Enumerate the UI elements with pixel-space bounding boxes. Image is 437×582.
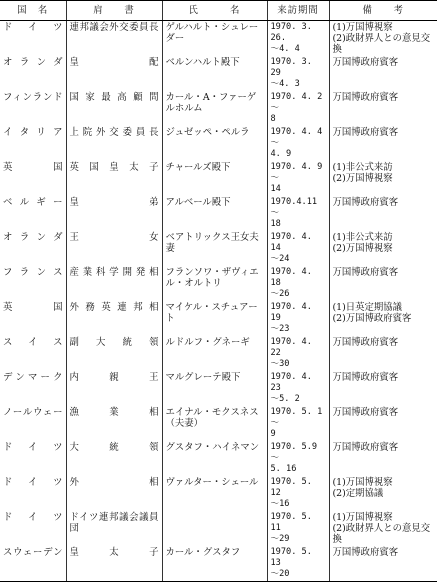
cell-period: 1970. 3. 29 ～4. 3 <box>267 56 329 91</box>
cell-title: 皇太子 <box>66 546 162 582</box>
cell-period: 1970. 4. 2～ 8 <box>267 91 329 126</box>
cell-remarks: 万国博政府賓客 <box>329 126 437 161</box>
cell-title: 王 女 <box>66 231 162 266</box>
cell-title: 英国皇太子 <box>66 161 162 196</box>
cell-name: ジュゼッペ・ペルラ <box>162 126 267 161</box>
table-row <box>0 546 437 582</box>
table-row <box>0 91 437 126</box>
cell-name: ゲルハルト・シュレーダー <box>162 21 267 57</box>
cell-name: フランソワ・ザヴィエル・オルトリ <box>162 266 267 301</box>
cell-period: 1970. 4. 9～ 14 <box>267 161 329 196</box>
table-row <box>0 56 437 91</box>
cell-period: 1970. 4. 14 ～24 <box>267 231 329 266</box>
cell-country: イタリア <box>3 127 63 138</box>
cell-country: デンマーク <box>3 372 63 383</box>
cell-country: ノールウェー <box>3 407 63 418</box>
cell-remarks: 万国博政府賓客 <box>329 266 437 301</box>
table-row <box>0 511 437 546</box>
table-row <box>0 406 437 441</box>
cell-name: アルベール殿下 <box>162 196 267 231</box>
cell-remarks: 万国博政府賓客 <box>329 406 437 441</box>
header-remarks: 備 考 <box>329 1 437 21</box>
cell-country: フィンランド <box>3 92 63 103</box>
header-country: 国 名 <box>0 1 66 21</box>
cell-title: 連邦議会外交委員長 <box>66 21 162 57</box>
cell-country: フランス <box>3 267 63 278</box>
cell-period: 1970. 5. 1～ 9 <box>267 406 329 441</box>
cell-remarks: (1)非公式来訪 (2)万国博視察 <box>329 161 437 196</box>
cell-title: ドイツ連邦議会議員団 <box>66 511 162 546</box>
cell-name: マルグレーテ殿下 <box>162 371 267 406</box>
cell-title: 内親王 <box>66 371 162 406</box>
header-title: 肩 書 <box>66 1 162 21</box>
table-row <box>0 476 437 511</box>
cell-title: 副大統領 <box>66 336 162 371</box>
cell-name <box>162 511 267 546</box>
cell-name: カール・グスタフ <box>162 546 267 582</box>
cell-title: 漁業相 <box>66 406 162 441</box>
cell-remarks: 万国博政府賓客 <box>329 91 437 126</box>
table-row <box>0 336 437 371</box>
cell-name: マイケル・スチュアート <box>162 301 267 336</box>
header-name: 氏 名 <box>162 1 267 21</box>
header-period: 来訪期間 <box>267 1 329 21</box>
cell-remarks: (1)万国博視察 (2)政財界人との意見交換 <box>329 511 437 546</box>
cell-period: 1970. 5. 12 ～16 <box>267 476 329 511</box>
cell-country: 英 国 <box>3 302 63 313</box>
cell-remarks: 万国博政府賓客 <box>329 336 437 371</box>
cell-remarks: 万国博政府賓客 <box>329 371 437 406</box>
cell-title: 外 相 <box>66 476 162 511</box>
cell-title: 皇 弟 <box>66 196 162 231</box>
cell-name: チャールズ殿下 <box>162 161 267 196</box>
cell-period: 1970. 5.9～ 5. 16 <box>267 441 329 476</box>
cell-country: スウェーデン <box>0 546 66 582</box>
cell-name: グスタフ・ハイネマン <box>162 441 267 476</box>
table-row <box>0 301 437 336</box>
table-row <box>0 161 437 196</box>
table-row <box>0 371 437 406</box>
cell-period: 1970.4.11～ 18 <box>267 196 329 231</box>
cell-period: 1970. 4. 19 ～23 <box>267 301 329 336</box>
cell-title: 皇 配 <box>66 56 162 91</box>
cell-country: オランダ <box>3 232 63 243</box>
cell-country: ドイツ <box>3 512 63 523</box>
cell-remarks: (1)日英定期協議 (2)万国博政府賓客 <box>329 301 437 336</box>
cell-title: 上院外交委員長 <box>66 126 162 161</box>
table-row <box>0 441 437 476</box>
cell-name: ヴァルター・シェール <box>162 476 267 511</box>
cell-remarks: (1)非公式来訪 (2)万国博視察 <box>329 231 437 266</box>
cell-title: 産業科学開発相 <box>66 266 162 301</box>
cell-name: ルドルフ・グネーギ <box>162 336 267 371</box>
cell-country: スイス <box>3 337 63 348</box>
cell-country: ドイツ <box>3 477 63 488</box>
cell-period: 1970. 4. 23 ～5. 2 <box>267 371 329 406</box>
cell-period: 1970. 4. 18 ～26 <box>267 266 329 301</box>
cell-remarks: (1)万国博視察 (2)政財界人との意見交換 <box>329 21 437 57</box>
table-row <box>0 21 437 57</box>
cell-country: オランダ <box>3 57 63 68</box>
cell-period: 1970. 5. 11 ～29 <box>267 511 329 546</box>
cell-country: ドイツ <box>3 442 63 453</box>
cell-remarks: 万国博政府賓客 <box>329 441 437 476</box>
cell-remarks: 万国博政府賓客 <box>329 196 437 231</box>
table-body <box>0 21 437 582</box>
cell-name: エイナル・モクスネス（夫妻） <box>162 406 267 441</box>
table-row <box>0 196 437 231</box>
cell-name: カール・A・ファーゲルホルム <box>162 91 267 126</box>
cell-title: 国家最高顧問 <box>66 91 162 126</box>
cell-period: 1970. 4. 4～ 4. 9 <box>267 126 329 161</box>
cell-country: ベルギー <box>3 197 63 208</box>
cell-remarks: 万国博政府賓客 <box>329 56 437 91</box>
cell-name: ベルンハルト殿下 <box>162 56 267 91</box>
cell-country: ドイツ <box>3 22 63 33</box>
cell-period: 1970. 3. 26. ～4. 4 <box>267 21 329 57</box>
cell-title: 大統領 <box>66 441 162 476</box>
cell-remarks: 万国博政府賓客 <box>329 546 437 582</box>
cell-name: ベアトリックス王女夫妻 <box>162 231 267 266</box>
table-header-row <box>0 1 437 21</box>
cell-title: 外務英連邦相 <box>66 301 162 336</box>
cell-remarks: (1)万国博視察 (2)定期協議 <box>329 476 437 511</box>
table-row <box>0 266 437 301</box>
cell-period: 1970. 4. 22 ～30 <box>267 336 329 371</box>
cell-country: 英 国 <box>3 162 63 173</box>
table-row <box>0 231 437 266</box>
cell-period: 1970. 5. 13 ～20 <box>267 546 329 582</box>
table-row <box>0 126 437 161</box>
